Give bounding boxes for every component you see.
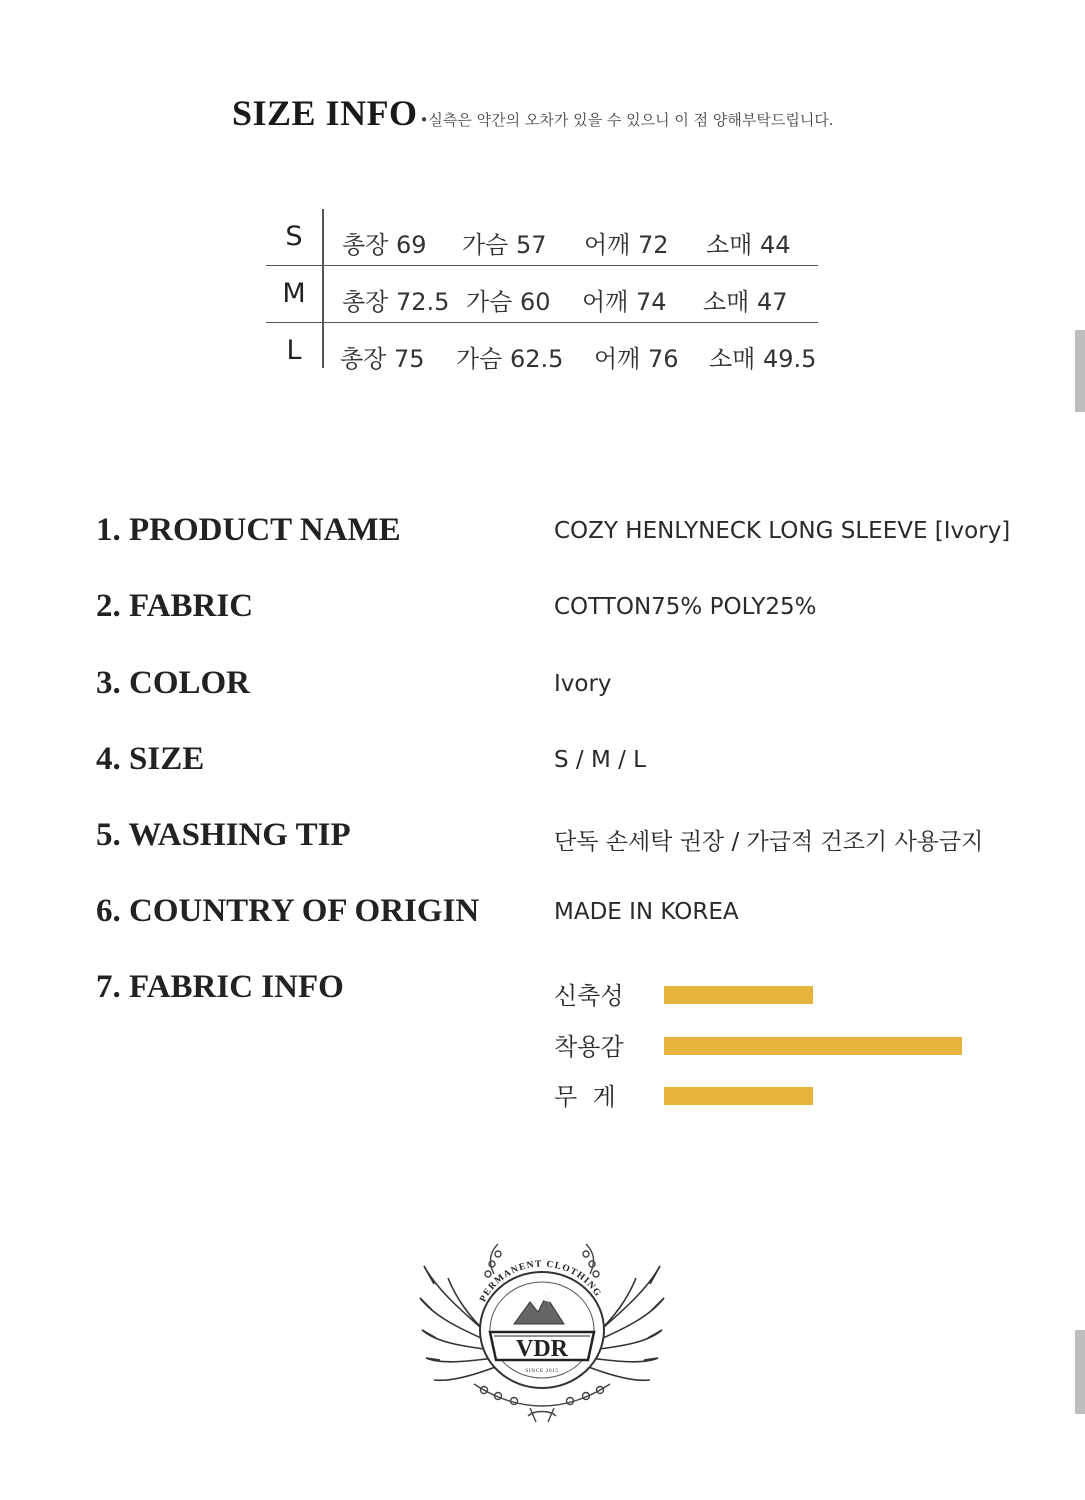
measure-chest: 가슴 57 <box>462 231 547 259</box>
spec-label: 1. PRODUCT NAME <box>96 512 401 548</box>
size-table <box>266 209 818 373</box>
size-info-header <box>232 92 834 134</box>
fabric-bar-label: 신축성 <box>554 982 624 1010</box>
spec-label: 3. COLOR <box>96 665 251 701</box>
fabric-bar-fill <box>664 1087 813 1105</box>
scrollbar-thumb[interactable] <box>1075 330 1085 412</box>
spec-value: COTTON75% POLY25% <box>554 594 817 620</box>
measure-shoulder: 어깨 74 <box>582 288 667 316</box>
size-label: S <box>285 221 303 252</box>
page-title: SIZE INFO <box>232 93 418 133</box>
measure-sleeve: 소매 47 <box>703 288 788 316</box>
measure-sleeve: 소매 49.5 <box>709 345 817 373</box>
measurement-note: •실측은 약간의 오차가 있을 수 있으니 이 점 양해부탁드립니다. <box>419 111 834 129</box>
fabric-bar-label: 착용감 <box>554 1033 624 1061</box>
logo-brand: VDR <box>516 1336 568 1362</box>
logo-arc-text: PERMANENT CLOTHING <box>478 1259 603 1304</box>
logo-since: SINCE 2015 <box>525 1368 559 1374</box>
fabric-bar-track <box>664 1037 962 1055</box>
vdr-logo <box>418 1238 666 1428</box>
fabric-bar-fill <box>664 986 813 1004</box>
fabric-bar-track <box>664 986 962 1004</box>
scrollbar-thumb[interactable] <box>1075 1330 1085 1414</box>
size-label: M <box>282 278 306 309</box>
spec-value: Ivory <box>554 671 612 697</box>
spec-label: 7. FABRIC INFO <box>96 969 344 1005</box>
measure-length: 총장 75 <box>340 345 425 373</box>
fabric-bar-track <box>664 1087 962 1105</box>
spec-value: MADE IN KOREA <box>554 899 739 925</box>
measure-chest: 가슴 60 <box>466 288 551 316</box>
measure-length: 총장 69 <box>342 231 427 259</box>
size-label: L <box>286 335 302 366</box>
fabric-bar-fill <box>664 1037 962 1055</box>
table-row <box>266 323 818 373</box>
spec-value: 단독 손세탁 권장 / 가급적 건조기 사용금지 <box>554 829 984 855</box>
spec-label: 5. WASHING TIP <box>96 817 351 853</box>
spec-label: 6. COUNTRY OF ORIGIN <box>96 893 480 929</box>
measure-shoulder: 어깨 76 <box>594 345 679 373</box>
table-row <box>266 209 818 266</box>
measure-chest: 가슴 62.5 <box>456 345 564 373</box>
table-row <box>266 266 818 323</box>
spec-label: 4. SIZE <box>96 741 205 777</box>
spec-value: S / M / L <box>554 747 646 773</box>
fabric-bar-label: 무 게 <box>554 1083 616 1111</box>
measure-sleeve: 소매 44 <box>706 231 791 259</box>
measure-shoulder: 어깨 72 <box>584 231 669 259</box>
measure-length: 총장 72.5 <box>342 288 450 316</box>
spec-label: 2. FABRIC <box>96 588 254 624</box>
spec-value: COZY HENLYNECK LONG SLEEVE [Ivory] <box>554 518 1011 544</box>
